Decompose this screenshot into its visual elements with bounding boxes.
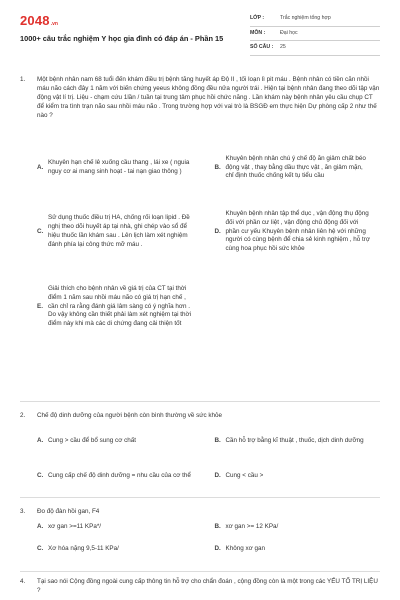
option-c[interactable] (37, 539, 203, 561)
meta-row-count (250, 41, 380, 56)
option-a[interactable] (37, 144, 203, 192)
question-1 (20, 76, 380, 402)
option-letter: E. (37, 302, 43, 310)
question-text: Chế độ dinh dưỡng của người bệnh còn bình thường về sức khỏe (37, 412, 223, 419)
question-number: 4. (20, 578, 26, 585)
option-d[interactable] (215, 192, 381, 272)
option-text: Giải thích cho bệnh nhân về giá trị của CT tại thời điểm 1 năm sau nhồi máu não có giá trị hạn chế , cần chỉ ra rằng đánh giá lâm sàng có ý nghĩa hơn . Do vậy không cần thiết phải làm xét nghiệm tại thời điểm này khi mà các di chứng đang cải thiện tốt (48, 284, 192, 328)
question-header (20, 76, 380, 144)
meta-value: Trắc nghiệm tổng hợp (280, 15, 331, 22)
meta-row-subject (250, 27, 380, 42)
header (20, 12, 380, 62)
option-text: Xơ hóa nặng 9,5-11 KPa/ (48, 545, 119, 553)
question-text: Một bệnh nhân nam 68 tuổi đến khám điều trị bệnh tăng huyết áp Độ II , tối loạn lì pit máu . Bệnh nhân có tiền căn nhồi máu não cách đây 1 năm với biến chứng yeeus không đồng đều nửa người trái . Hiện tại bệnh nhân đang theo dõi tập vận động vật lí trị. Liệu - chạm cứu 1lần / tuần tại trung tâm phục hồi chức năng . Lần khám này bệnh nhân yêu cầu chụp CT để kiểm tra tình trạn não sau nhồi máu não . Trong trường hợp với vai trò là BSGĐ em thực hiện Dự phòng cấp 2 như thế nào ? (37, 76, 380, 119)
option-text: Không xơ gan (225, 545, 265, 553)
option-b[interactable] (215, 426, 381, 456)
question-list (20, 76, 380, 596)
question-number: 1. (20, 76, 26, 83)
option-text: Cung < cầu > (225, 471, 264, 479)
option-text: Khuyên hạn chế lê xuống cầu thang , lái xe ( nguia nguy cơ ai mang sinh hoạt - tai nạn giao thông ) (48, 159, 190, 175)
question-text: Tại sao nói Cộng đồng ngoài cung cấp thông tin hỗ trợ cho chẩn đoán , cộng đồng còn là một trong các YẾU TỐ TRỊ LIỆU ? (37, 578, 378, 594)
option-a[interactable] (37, 517, 203, 539)
question-text: Đo độ đàn hồi gan, F4 (37, 508, 100, 515)
option-b[interactable] (215, 144, 381, 192)
option-letter: B. (214, 163, 221, 171)
option-letter: D. (214, 545, 221, 553)
option-letter: C. (37, 545, 44, 553)
site-logo[interactable] (20, 12, 58, 30)
meta-value: Đại học (280, 29, 298, 36)
option-letter: C. (37, 227, 44, 235)
option-grid (37, 426, 380, 496)
question-header (20, 578, 380, 596)
question-number: 2. (20, 412, 26, 419)
logo-sub-text: .vn (50, 21, 58, 27)
question-2 (20, 402, 380, 498)
option-letter: C. (37, 471, 44, 479)
question-header (20, 412, 380, 426)
option-e[interactable] (37, 272, 203, 342)
page-title: 1000+ câu trắc nghiệm Y học gia đình có đáp án - Phần 15 (20, 34, 224, 43)
option-text: xơ gan >= 12 KPa/ (225, 523, 279, 531)
meta-row-class (250, 12, 380, 27)
option-letter: B. (214, 436, 221, 444)
option-text: Cung cấp chế độ dinh dưỡng = nhu cầu của cơ thể (48, 471, 191, 479)
question-3 (20, 498, 380, 572)
option-text: Khuyên bệnh nhân tập thể dục , vận động thụ động đối với phần cư liệt , vận động chủ động đối với phần cư yếu Khuyên bệnh nhân liên hệ với những người có cùng bệnh để chia sẻ kinh nghiệm , hỗ trợ cùng hoa phục hồi sức khỏe (225, 209, 370, 253)
question-number: 3. (20, 508, 26, 515)
question-header (20, 508, 380, 517)
meta-table (250, 12, 380, 56)
option-text: Cung > cầu để bổ sung cơ chất (48, 436, 136, 444)
option-text: xơ gan >=11 KPa*/ (48, 523, 102, 531)
option-letter: D. (214, 227, 221, 235)
meta-label: LỚP : (250, 15, 265, 22)
option-c[interactable] (37, 192, 203, 272)
option-letter: B. (214, 523, 221, 531)
question-4 (20, 572, 380, 596)
meta-label: MÔN : (250, 29, 266, 36)
option-b[interactable] (215, 517, 381, 539)
option-letter: A. (37, 436, 44, 444)
option-a[interactable] (37, 426, 203, 456)
option-grid (37, 517, 380, 561)
option-grid (37, 144, 380, 342)
option-text: Khuyên bệnh nhân chú ý chế độ ăn giảm chất béo động vật , thay bằng dầu thực vật , ăn giảm mặn, chỉ định thuốc chống kết tụ tiểu cầu (225, 154, 366, 180)
meta-label: SỐ CÂU : (250, 44, 274, 51)
option-letter: D. (214, 471, 221, 479)
logo-main-text: 2048 (20, 13, 50, 28)
option-letter: A. (37, 163, 44, 171)
option-text: Cần hỗ trợ bằng kĩ thuật , thuốc, dịch dinh dưỡng (225, 436, 364, 444)
meta-value: 25 (280, 44, 286, 51)
option-letter: A. (37, 523, 44, 531)
option-c[interactable] (37, 456, 203, 496)
option-d[interactable] (215, 456, 381, 496)
option-d[interactable] (215, 539, 381, 561)
option-text: Sử dụng thuốc điều trị HA, chống rối loạn lipid . Đề nghị theo dõi huyết áp tại nhà, ghi chép vào sổ để hiệu thuốc lần khám sau . Lên lịch làm xét nghiệm đánh phía lại công thức mỡ máu . (48, 214, 190, 248)
